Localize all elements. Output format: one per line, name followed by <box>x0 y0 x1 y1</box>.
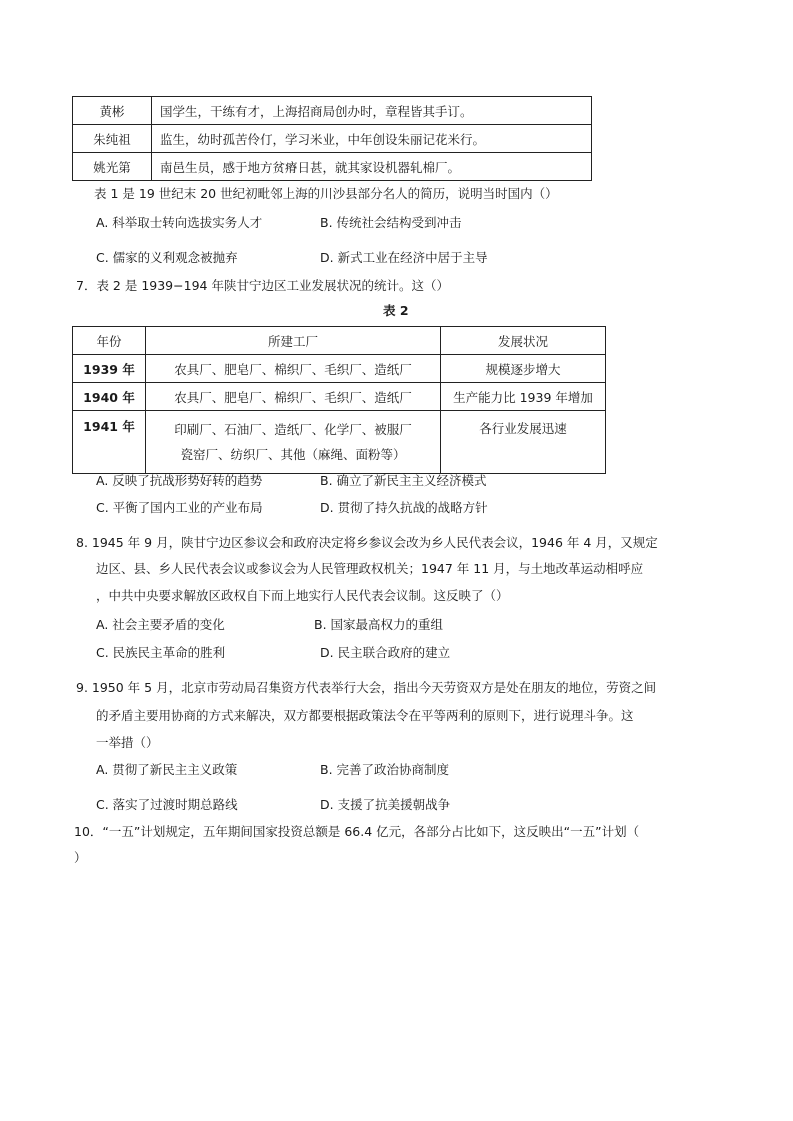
cell-year: 1940 年 <box>73 383 146 411</box>
cell-status: 生产能力比 1939 年增加 <box>441 383 606 411</box>
question-9-line: 9. 1950 年 5 月，北京市劳动局召集资方代表举行大会，指出今天劳资双方是处在朋友的地位，劳资之间 <box>76 680 657 695</box>
option-a: A. 科举取士转向选拔实务人才 <box>96 215 263 230</box>
table-row <box>73 355 606 383</box>
option-a: A. 反映了抗战形势好转的趋势 <box>96 473 263 488</box>
option-a: A. 贯彻了新民主主义政策 <box>96 762 238 777</box>
question-9-line: 一举措（） <box>96 735 159 750</box>
table-row <box>73 125 592 153</box>
option-d: D. 贯彻了持久抗战的战略方针 <box>320 500 488 515</box>
table-cell-desc: 南邑生员，感于地方贫瘠日甚，就其家设机器轧棉厂。 <box>152 153 592 181</box>
cell-status: 各行业发展迅速 <box>441 411 606 474</box>
question-8-line: 8. 1945 年 9 月，陕甘宁边区参议会和政府决定将乡参议会改为乡人民代表会议，1946 年 4 月，又规定 <box>76 535 658 550</box>
option-c: C. 落实了过渡时期总路线 <box>96 797 238 812</box>
table-2 <box>72 326 606 474</box>
cell-factories <box>146 411 441 474</box>
cell-factories: 农具厂、肥皂厂、棉织厂、毛织厂、造纸厂 <box>146 355 441 383</box>
question-6-stem: 表 1 是 19 世纪末 20 世纪初毗邻上海的川沙县部分名人的简历，说明当时国内（） <box>94 186 558 201</box>
table-cell-name: 姚光第 <box>73 153 152 181</box>
option-d: D. 支援了抗美援朝战争 <box>320 797 451 812</box>
header-status: 发展状况 <box>441 327 606 355</box>
cell-factories-line: 瓷窑厂、纺织厂、其他（麻绳、面粉等） <box>180 447 406 462</box>
header-year: 年份 <box>73 327 146 355</box>
question-10-line: 10．“一五”计划规定，五年期间国家投资总额是 66.4 亿元，各部分占比如下，这反映出“一五”计划（ <box>74 824 640 839</box>
cell-year: 1939 年 <box>73 355 146 383</box>
question-9-line: 的矛盾主要用协商的方式来解决，双方都要根据政策法令在平等两利的原则下，进行说理斗争。这 <box>96 708 634 723</box>
option-d: D. 民主联合政府的建立 <box>320 645 451 660</box>
option-b: B. 国家最高权力的重组 <box>314 617 444 632</box>
table-1 <box>72 96 592 181</box>
question-10-line: ） <box>74 850 87 865</box>
cell-factories-line: 印刷厂、石油厂、造纸厂、化学厂、被服厂 <box>174 422 412 437</box>
table-2-title: 表 2 <box>383 303 409 318</box>
option-b: B. 确立了新民主主义经济模式 <box>320 473 487 488</box>
question-8-line: ，中共中央要求解放区政权自下而上地实行人民代表会议制。这反映了（） <box>96 588 509 603</box>
option-b: B. 传统社会结构受到冲击 <box>320 215 462 230</box>
table-row <box>73 97 592 125</box>
cell-year: 1941 年 <box>73 411 146 474</box>
table-cell-desc: 监生，幼时孤苦伶仃，学习米业，中年创设朱丽记花米行。 <box>152 125 592 153</box>
table-row <box>73 383 606 411</box>
question-7-stem: 7．表 2 是 1939−194 年陕甘宁边区工业发展状况的统计。这（） <box>76 278 449 293</box>
question-8-line: 边区、县、乡人民代表会议或参议会为人民管理政权机关；1947 年 11 月，与土地改革运动相呼应 <box>96 561 644 576</box>
cell-factories: 农具厂、肥皂厂、棉织厂、毛织厂、造纸厂 <box>146 383 441 411</box>
option-a: A. 社会主要矛盾的变化 <box>96 617 225 632</box>
table-row <box>73 411 606 474</box>
option-c: C. 平衡了国内工业的产业布局 <box>96 500 263 515</box>
table-cell-name: 朱纯祖 <box>73 125 152 153</box>
option-b: B. 完善了政治协商制度 <box>320 762 450 777</box>
table-cell-desc: 国学生，干练有才，上海招商局创办时，章程皆其手订。 <box>152 97 592 125</box>
option-c: C. 民族民主革命的胜利 <box>96 645 226 660</box>
table-row <box>73 153 592 181</box>
header-factories: 所建工厂 <box>146 327 441 355</box>
table-cell-name: 黄彬 <box>73 97 152 125</box>
table-header-row <box>73 327 606 355</box>
cell-status: 规模逐步增大 <box>441 355 606 383</box>
option-c: C. 儒家的义利观念被抛弃 <box>96 250 238 265</box>
option-d: D. 新式工业在经济中居于主导 <box>320 250 488 265</box>
